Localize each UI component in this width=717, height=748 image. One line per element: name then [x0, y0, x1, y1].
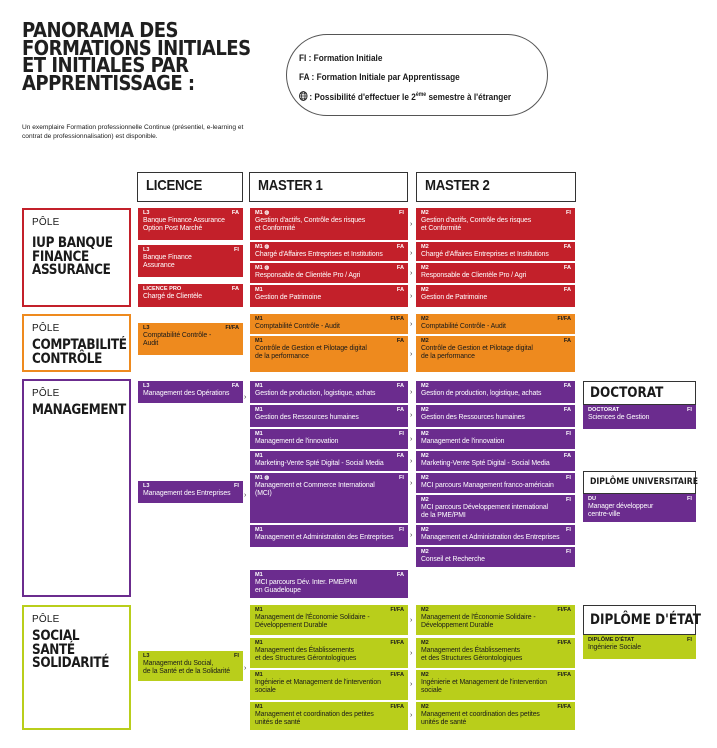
course-card[interactable]: M2 FA Responsable de Clientèle Pro / Agri: [416, 263, 575, 283]
course-card[interactable]: M2 FI Management et Administration des Entreprises: [416, 525, 575, 545]
arrow-icon: ›: [410, 650, 413, 657]
pole-management: PÔLE MANAGEMENT: [22, 379, 131, 597]
course-card[interactable]: M2 FA Gestion des Ressources humaines: [416, 405, 575, 427]
course-card[interactable]: M2 FI MCI parcours Management franco-américain: [416, 473, 575, 493]
course-card[interactable]: M2 FI Conseil et Recherche: [416, 547, 575, 567]
course-card[interactable]: L3 FI/FA Comptabilité Contrôle - Audit: [138, 323, 243, 355]
course-card[interactable]: M1 FI Management de l'innovation: [250, 429, 408, 449]
course-card[interactable]: M1 ◍ FI Gestion d'actifs, Contrôle des risques et Conformité: [250, 208, 408, 240]
page-title: PANORAMA DES FORMATIONS INITIALES ET INITIALES PAR APPRENTISSAGE :: [22, 18, 251, 95]
course-card[interactable]: M1 FI/FA Management et coordination des petites unités de santé: [250, 702, 408, 730]
arrow-icon: ›: [410, 532, 413, 539]
course-card[interactable]: M1 FI/FA Management des Établissements et des Structures Gérontologiques: [250, 638, 408, 668]
arrow-icon: ›: [410, 321, 413, 328]
course-card[interactable]: M2 FI/FA Management des Établissements et des Structures Gérontologiques: [416, 638, 575, 668]
course-card[interactable]: M1 FA Gestion de production, logistique, achats: [250, 381, 408, 403]
course-card[interactable]: M1 ◍ FA Responsable de Clientèle Pro / Agri: [250, 263, 408, 283]
pole-social-sante-solidarite: PÔLE SOCIAL SANTÉ SOLIDARITÉ: [22, 605, 131, 730]
course-card[interactable]: M2 FI/FA Management de l'Économie Solidaire - Développement Durable: [416, 605, 575, 635]
arrow-icon: ›: [410, 617, 413, 624]
course-card[interactable]: L3 FA Management des Opérations: [138, 381, 243, 403]
doctorat-header: DOCTORAT: [583, 381, 696, 405]
course-card[interactable]: M2 FA Chargé d'Affaires Entreprises et Institutions: [416, 242, 575, 261]
arrow-icon: ›: [410, 250, 413, 257]
arrow-icon: ›: [410, 270, 413, 277]
course-card[interactable]: LICENCE PRO FA Chargé de Clientèle: [138, 284, 243, 307]
course-card[interactable]: M2 FA Gestion de Patrimoine: [416, 285, 575, 307]
course-card[interactable]: M1 FA Marketing-Vente Spté Digital - Social Media: [250, 451, 408, 471]
arrow-icon: ›: [410, 681, 413, 688]
globe-icon: [299, 91, 308, 101]
course-card[interactable]: M2 FA Contrôle de Gestion et Pilotage digital de la performance: [416, 336, 575, 372]
legend-fa: FA : Formation Initiale par Apprentissage: [299, 72, 460, 83]
column-header-master2: MASTER 2: [416, 172, 576, 202]
course-card[interactable]: M1 FI/FA Ingénierie et Management de l'intervention sociale: [250, 670, 408, 700]
pole-comptabilite-controle: PÔLE COMPTABILITÉ CONTRÔLE: [22, 314, 131, 372]
course-card[interactable]: M2 FI Management de l'innovation: [416, 429, 575, 449]
course-card[interactable]: M1 FI/FA Management de l'Économie Solidaire - Développement Durable: [250, 605, 408, 635]
legend-abroad: : Possibilité d'effectuer le 2ème semestre à l'étranger: [299, 91, 511, 103]
arrow-icon: ›: [410, 293, 413, 300]
course-card[interactable]: M1 ◍ FA Chargé d'Affaires Entreprises et Institutions: [250, 242, 408, 261]
arrow-icon: ›: [410, 412, 413, 419]
course-card[interactable]: M1 FI/FA Comptabilité Contrôle - Audit: [250, 314, 408, 334]
arrow-icon: ›: [410, 458, 413, 465]
course-card[interactable]: M1 ◍ FI Management et Commerce International (MCI): [250, 473, 408, 523]
course-card[interactable]: M1 FA Gestion de Patrimoine: [250, 285, 408, 307]
arrow-icon: ›: [244, 492, 247, 499]
course-card[interactable]: DIPLÔME D'ÉTAT FI Ingénierie Sociale: [583, 635, 696, 659]
course-card[interactable]: L3 FA Banque Finance Assurance Option Post Marché: [138, 208, 243, 240]
arrow-icon: ›: [244, 394, 247, 401]
diplome-universitaire-header: DIPLÔME UNIVERSITAIRE: [583, 471, 696, 494]
arrow-icon: ›: [410, 436, 413, 443]
legend-fi: FI : Formation Initiale: [299, 53, 383, 64]
course-card[interactable]: L3 FI Banque Finance Assurance: [138, 245, 243, 277]
course-card[interactable]: M2 FI/FA Comptabilité Contrôle - Audit: [416, 314, 575, 334]
arrow-icon: ›: [410, 389, 413, 396]
course-card[interactable]: M2 FI MCI parcours Développement international de la PME/PMI: [416, 495, 575, 523]
column-header-licence: LICENCE: [137, 172, 243, 202]
course-card[interactable]: M2 FI/FA Ingénierie et Management de l'intervention sociale: [416, 670, 575, 700]
course-card[interactable]: M1 FI Management et Administration des Entreprises: [250, 525, 408, 547]
arrow-icon: ›: [410, 221, 413, 228]
course-card[interactable]: L3 FI Management du Social, de la Santé et de la Solidarité: [138, 651, 243, 681]
course-card[interactable]: M2 FI/FA Management et coordination des petites unités de santé: [416, 702, 575, 730]
course-card[interactable]: M1 FA Gestion des Ressources humaines: [250, 405, 408, 427]
diplome-etat-header: DIPLÔME D'ÉTAT: [583, 605, 696, 635]
pole-banque-finance-assurance: PÔLE IUP BANQUE FINANCE ASSURANCE: [22, 208, 131, 307]
course-card[interactable]: M2 FA Marketing-Vente Spté Digital - Social Media: [416, 451, 575, 471]
course-card[interactable]: L3 FI Management des Entreprises: [138, 481, 243, 503]
course-card[interactable]: DOCTORAT FI Sciences de Gestion: [583, 405, 696, 429]
arrow-icon: ›: [410, 480, 413, 487]
arrow-icon: ›: [410, 712, 413, 719]
course-card[interactable]: M2 FA Gestion de production, logistique, achats: [416, 381, 575, 403]
column-header-master1: MASTER 1: [249, 172, 408, 202]
page-subtitle: Un exemplaire Formation professionnelle Continue (présentiel, e-learning et contrat de professionnalisation) est disponible.: [22, 124, 244, 140]
course-card[interactable]: M2 FI Gestion d'actifs, Contrôle des risques et Conformité: [416, 208, 575, 240]
course-card[interactable]: M1 FA MCI parcours Dév. Inter. PME/PMI en Guadeloupe: [250, 570, 408, 598]
arrow-icon: ›: [244, 665, 247, 672]
course-card[interactable]: M1 FA Contrôle de Gestion et Pilotage digital de la performance: [250, 336, 408, 372]
arrow-icon: ›: [410, 351, 413, 358]
legend: [286, 34, 548, 116]
course-card[interactable]: DU FI Manager développeur centre-ville: [583, 494, 696, 522]
